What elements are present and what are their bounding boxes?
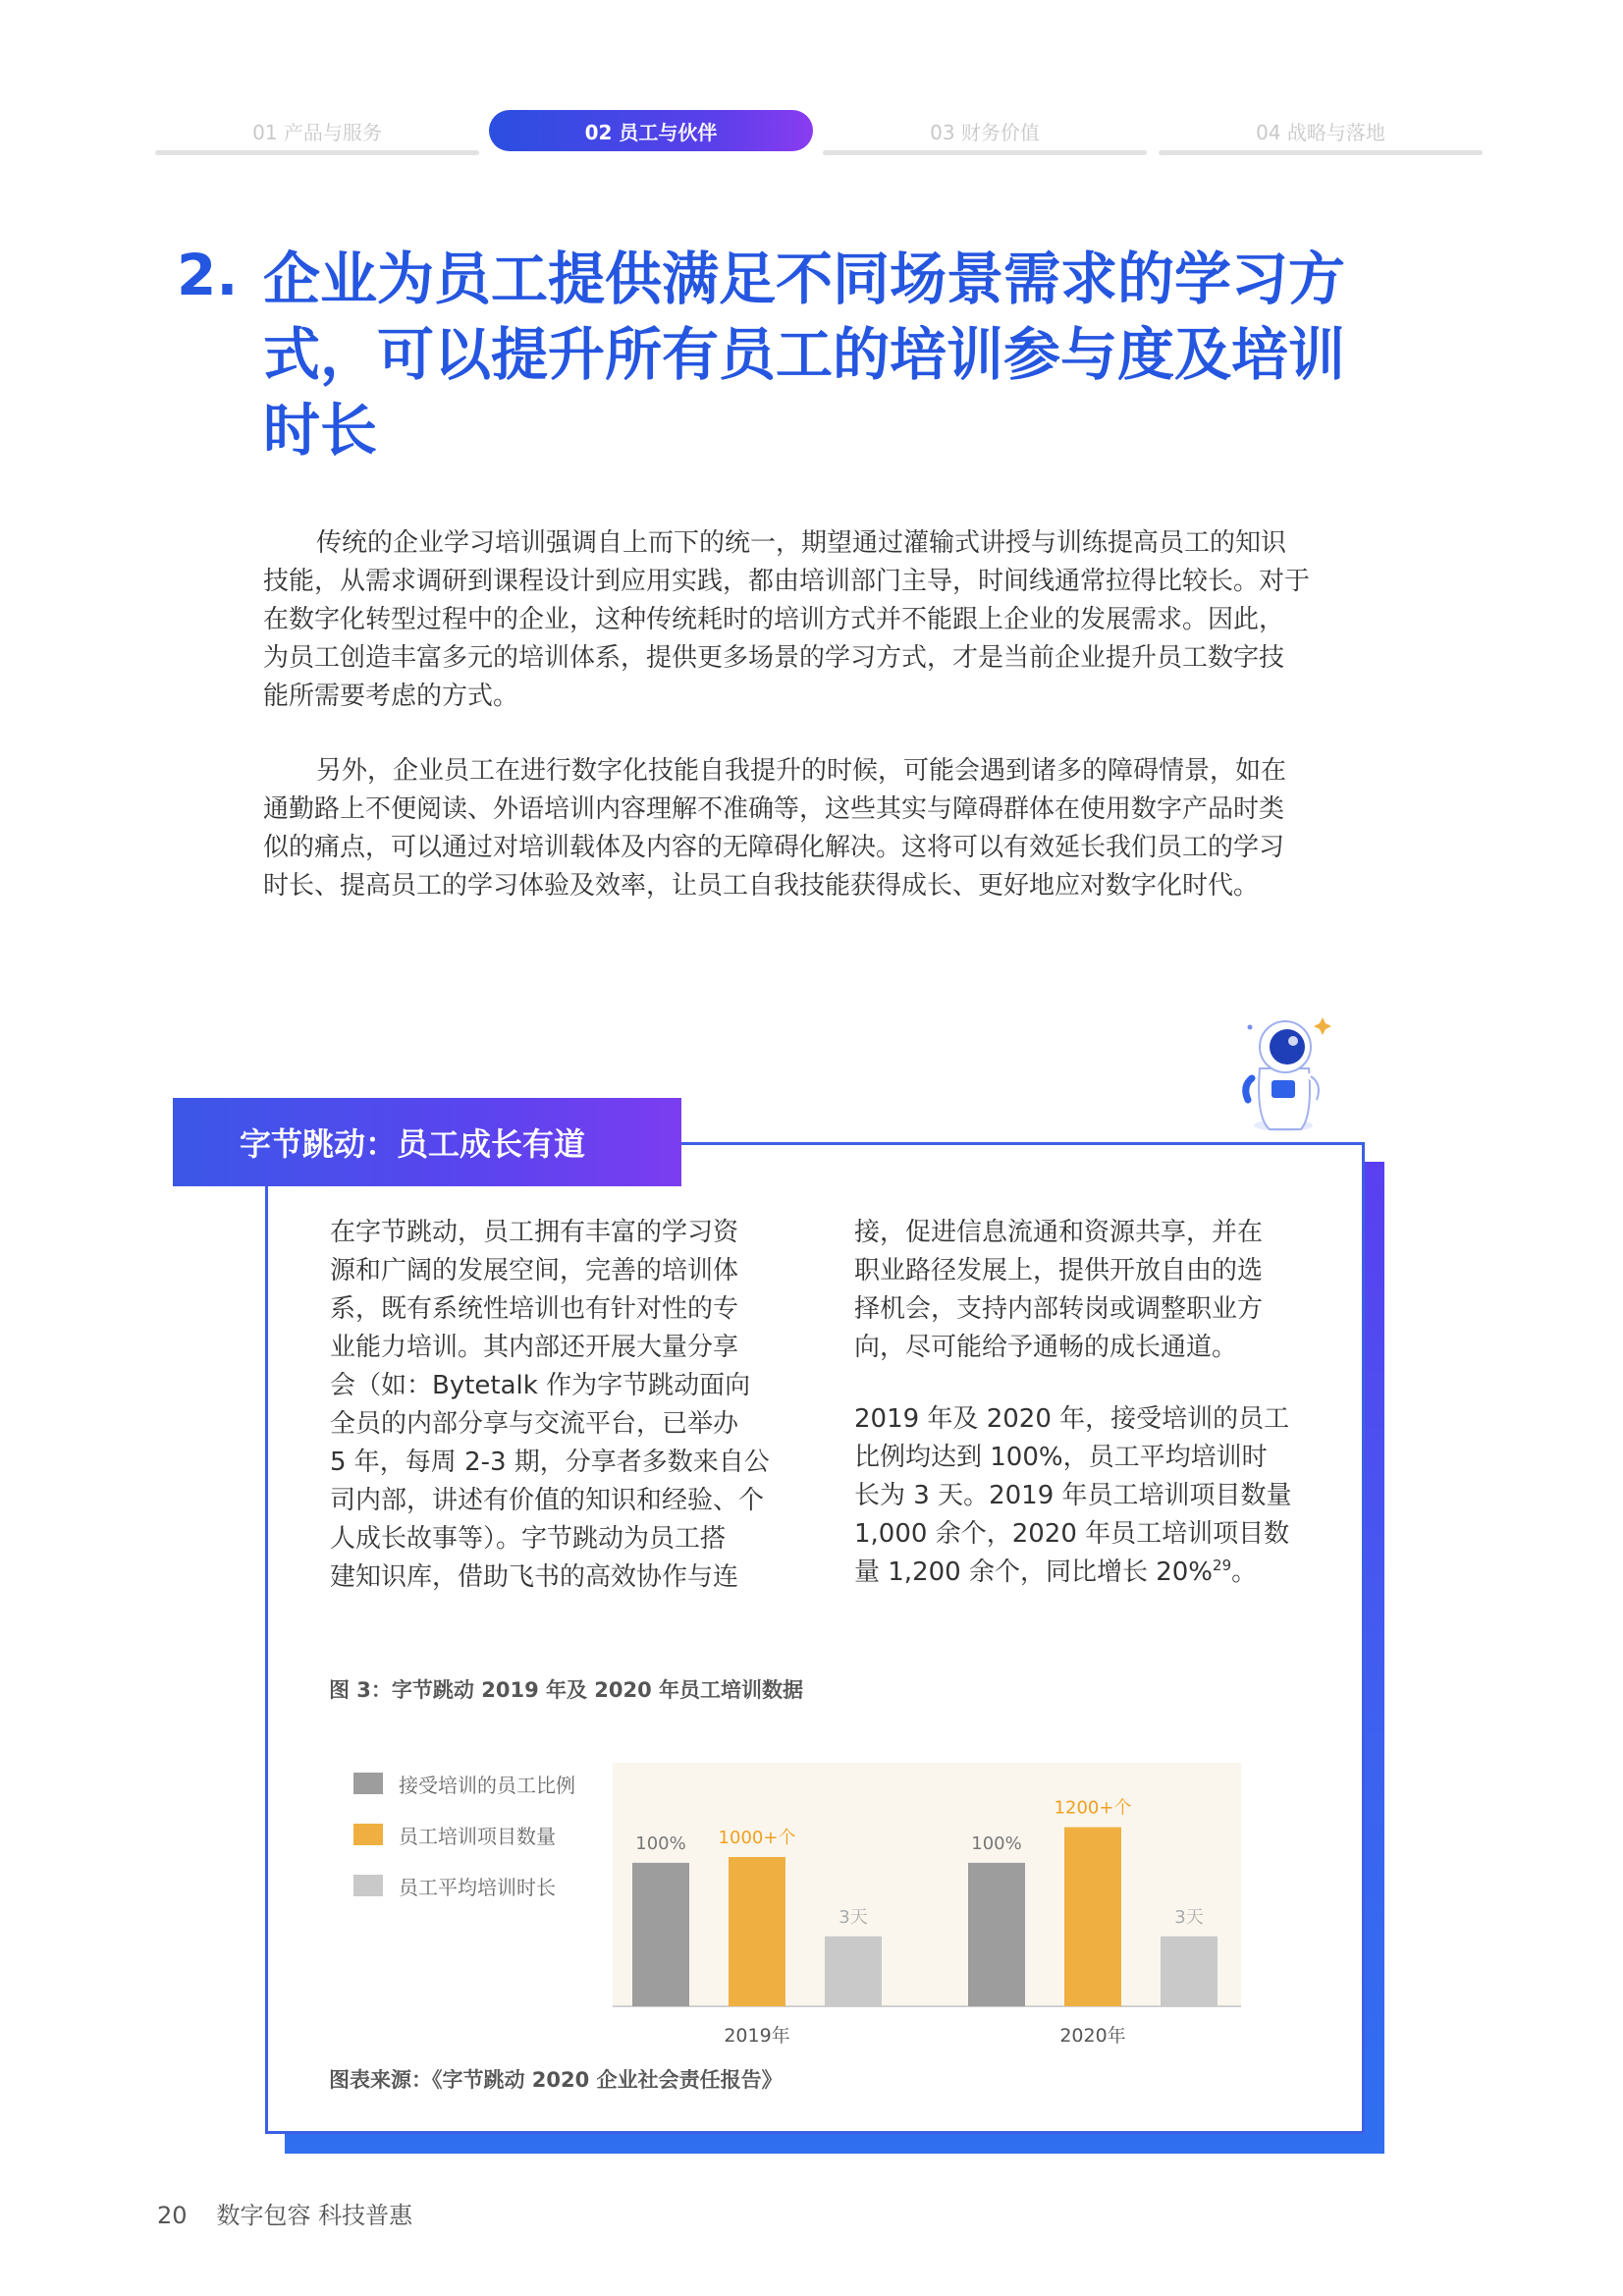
legend-label: 员工平均培训时长 [399, 1875, 556, 1899]
training-bar-chart [609, 1763, 1245, 2057]
legend-swatch [353, 1824, 383, 1845]
tab-label: 03 财务价值 [930, 120, 1040, 144]
title-line: 时长 [263, 397, 378, 464]
text-line: 在数字化转型过程中的企业，这种传统耗时的培训方式并不能跟上企业的发展需求。因此， [263, 605, 1285, 634]
text-line: 建知识库，借助飞书的高效协作与连 [330, 1562, 739, 1592]
text-line: 时长、提高员工的学习体验及效率，让员工自我技能获得成长、更好地应对数字化时代。 [263, 871, 1260, 901]
legend-item [353, 1758, 575, 1809]
case-right-column [854, 1214, 1316, 1367]
heading-number: 2. [177, 242, 239, 308]
text-line [854, 1554, 1316, 1592]
figure-source: 图表来源：《字节跳动 2020 企业社会责任报告》 [329, 2068, 783, 2092]
title-line: 式，可以提升所有员工的培训参与度及培训 [263, 321, 1346, 388]
text-span: 量 1,200 余个，同比增长 20% [854, 1558, 1214, 1587]
text-line: 司内部，讲述有价值的知识和经验、个 [330, 1486, 765, 1515]
tab-label: 02 员工与伙伴 [584, 120, 718, 144]
text-line: 通勤路上不便阅读、外语培训内容理解不准确等，这些其实与障碍群体在使用数字产品时类 [263, 794, 1285, 824]
text-line: 职业路径发展上，提供开放自由的选 [854, 1256, 1264, 1285]
chart-data-label: 3天 [1174, 1906, 1204, 1928]
case-left-column [330, 1214, 791, 1597]
text-line: 源和广阔的发展空间，完善的培训体 [330, 1256, 739, 1285]
legend-swatch [353, 1773, 383, 1794]
astronaut-illustration [1232, 1010, 1340, 1147]
chart-category-label: 2020年 [1059, 2025, 1126, 2047]
tab-products-services[interactable] [155, 110, 479, 151]
legend-label: 接受培训的员工比例 [399, 1773, 575, 1797]
tab-underline [1159, 150, 1483, 155]
text-line: 人成长故事等）。字节跳动为员工搭 [330, 1524, 727, 1554]
case-title: 字节跳动：员工成长有道 [173, 1098, 681, 1186]
chart-data-label: 100% [635, 1832, 686, 1854]
chart-data-label: 1000+个 [718, 1828, 796, 1848]
tab-label: 01 产品与服务 [252, 120, 382, 144]
section-tabs [155, 110, 1483, 151]
page-footer [157, 2196, 442, 2230]
text-span: 。 [1231, 1558, 1258, 1587]
text-line: 传统的企业学习培训强调自上而下的统一，期望通过灌输式讲授与训练提高员工的知识 [316, 528, 1287, 558]
case-right-column-2 [854, 1400, 1316, 1592]
page-number: 20 [157, 2202, 188, 2229]
legend-item [353, 1860, 575, 1911]
legend-item [353, 1809, 575, 1860]
chart-plot-background [613, 1763, 1241, 2006]
text-line: 系，既有系统性培训也有针对性的专 [330, 1294, 739, 1324]
text-line: 长为 3 天。2019 年员工培训项目数量 [854, 1481, 1292, 1510]
text-line: 业能力培训。其内部还开展大量分享 [330, 1333, 739, 1362]
title-line: 企业为员工提供满足不同场景需求的学习方 [263, 246, 1346, 312]
text-line: 另外，企业员工在进行数字化技能自我提升的时候，可能会遇到诸多的障碍情景，如在 [316, 756, 1287, 786]
paragraph-2 [263, 752, 1378, 905]
legend-swatch [353, 1875, 383, 1896]
tab-strategy[interactable] [1159, 110, 1483, 151]
text-line: 5 年，每周 2-3 期，分享者多数来自公 [330, 1448, 770, 1477]
chart-data-label: 1200+个 [1054, 1797, 1132, 1819]
tab-label: 04 战略与落地 [1256, 120, 1385, 144]
text-line: 向，尽可能给予通畅的成长通道。 [854, 1333, 1238, 1362]
text-line: 在字节跳动，员工拥有丰富的学习资 [330, 1218, 739, 1247]
legend-label: 员工培训项目数量 [399, 1824, 556, 1848]
chart-bar [1064, 1828, 1121, 2006]
footer-title: 数字包容 科技普惠 [216, 2202, 413, 2229]
text-line: 接，促进信息流通和资源共享，并在 [854, 1218, 1264, 1247]
chart-bar [1161, 1937, 1217, 2006]
paragraph-1 [263, 524, 1378, 716]
chart-legend [353, 1758, 575, 1911]
text-line: 比例均达到 100%，员工平均培训时 [854, 1443, 1268, 1472]
chart-data-label: 3天 [839, 1906, 868, 1928]
chart-bar [968, 1863, 1025, 2006]
figure-caption: 图 3：字节跳动 2019 年及 2020 年员工培训数据 [329, 1678, 804, 1702]
text-line: 为员工创造丰富多元的培训体系，提供更多场景的学习方式，才是当前企业提升员工数字技 [263, 643, 1285, 673]
text-line: 能所需要考虑的方式。 [263, 682, 519, 711]
text-line: 1,000 余个，2020 年员工培训项目数 [854, 1519, 1290, 1549]
chart-category-label: 2019年 [724, 2025, 790, 2047]
tab-financial-value[interactable] [823, 110, 1147, 151]
text-line: 似的痛点，可以通过对培训载体及内容的无障碍化解决。这将可以有效延长我们员工的学习 [263, 833, 1285, 862]
text-line: 2019 年及 2020 年，接受培训的员工 [854, 1404, 1290, 1434]
tab-underline [823, 150, 1147, 155]
tab-underline [155, 150, 479, 155]
chart-data-label: 100% [971, 1832, 1022, 1854]
tab-employees-partners[interactable] [489, 110, 813, 151]
text-line: 技能，从需求调研到课程设计到应用实践，都由培训部门主导，时间线通常拉得比较长。对于 [263, 567, 1311, 596]
chart-bar [825, 1937, 882, 2006]
page-title [263, 242, 1392, 468]
text-line: 择机会，支持内部转岗或调整职业方 [854, 1294, 1264, 1324]
text-line: 会（如：Bytetalk 作为字节跳动面向 [330, 1371, 751, 1400]
text-line: 全员的内部分享与交流平台，已举办 [330, 1409, 739, 1439]
footnote-ref[interactable]: 29 [1213, 1557, 1232, 1574]
chart-bar [632, 1863, 689, 2006]
chart-bar [729, 1857, 785, 2006]
